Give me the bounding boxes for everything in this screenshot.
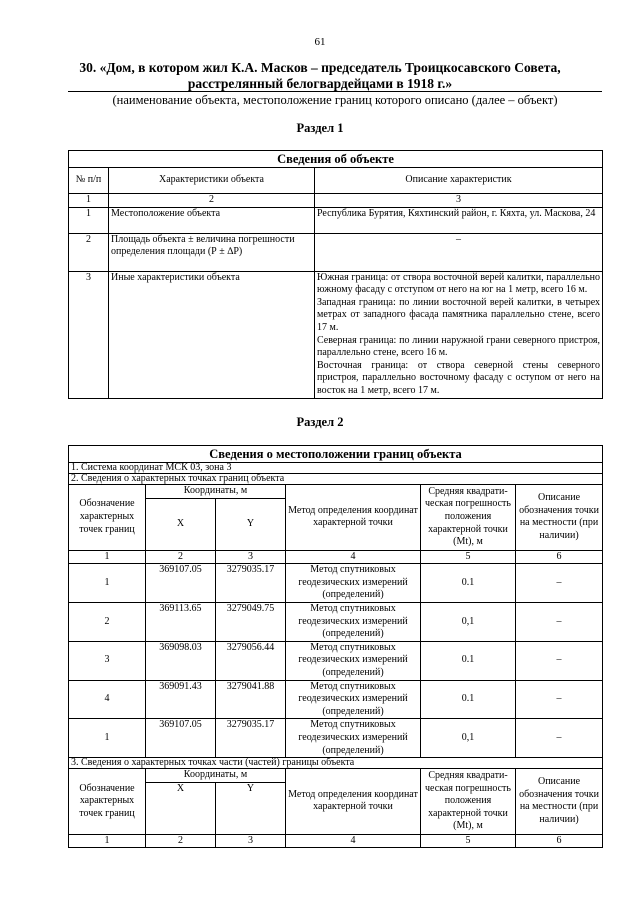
index-cell: 2 — [109, 194, 315, 208]
index-cell: 2 — [146, 550, 216, 564]
point-note: – — [516, 680, 603, 719]
point-x: 369107.05 — [146, 719, 216, 758]
document-title — [60, 60, 580, 92]
col-header-y: Y — [216, 498, 286, 550]
table-row — [69, 271, 603, 398]
point-method: Метод спутниковых геодезических измерений (определений) — [286, 641, 421, 680]
title-line-1: 30. «Дом, в котором жил К.А. Масков – председатель Троицкосавского Совета, — [79, 60, 561, 75]
col-header-designation: Обозначение характерных точек границ — [69, 769, 146, 835]
point-y: 3279035.17 — [216, 719, 286, 758]
point-method: Метод спутниковых геодезических измерений (определений) — [286, 719, 421, 758]
col-header-error: Средняя квадрати-ческая погрешность положения характерной точки (Mt), м — [421, 769, 516, 835]
title-underline — [68, 91, 602, 92]
point-error: 0.1 — [421, 680, 516, 719]
row-description — [315, 271, 603, 398]
index-cell: 6 — [516, 834, 603, 848]
index-cell: 6 — [516, 550, 603, 564]
section-2-heading: Раздел 2 — [296, 415, 344, 429]
index-cell: 3 — [216, 550, 286, 564]
row-characteristic: Местоположение объекта — [109, 207, 315, 233]
point-error: 0,1 — [421, 719, 516, 758]
index-cell: 1 — [69, 550, 146, 564]
table-row — [69, 207, 603, 233]
row-characteristic: Иные характеристики объекта — [109, 271, 315, 398]
coordinate-system: 1. Система координат МСК 03, зона 3 — [69, 463, 603, 474]
point-y: 3279056.44 — [216, 641, 286, 680]
row-number: 3 — [69, 271, 109, 398]
point-method: Метод спутниковых геодезических измерений (определений) — [286, 564, 421, 603]
col-header-number: № п/п — [69, 168, 109, 194]
col-header-coordinates: Координаты, м — [146, 485, 286, 499]
table-row — [69, 602, 603, 641]
row-number: 1 — [69, 207, 109, 233]
parts-section-title: 3. Сведения о характерных точках части (частей) границы объекта — [69, 758, 603, 769]
row-characteristic: Площадь объекта ± величина погрешности определения площади (Р ± ∆Р) — [109, 233, 315, 271]
point-id: 4 — [69, 680, 146, 719]
index-cell: 5 — [421, 550, 516, 564]
table-row — [69, 641, 603, 680]
east-boundary-text: Восточная граница: от створа северной стены северного пристроя, параллельно восточному фасаду с оступом от него на восток на 1 метр, всего 17 м. — [317, 359, 600, 396]
index-cell: 2 — [146, 834, 216, 848]
row-description: – — [315, 233, 603, 271]
col-header-x: X — [146, 782, 216, 834]
point-note: – — [516, 564, 603, 603]
point-id: 1 — [69, 719, 146, 758]
object-info-table — [68, 150, 603, 399]
col-header-error: Средняя квадрати-ческая погрешность положения характерной точки (Mt), м — [421, 485, 516, 551]
point-method: Метод спутниковых геодезических измерений (определений) — [286, 680, 421, 719]
point-note: – — [516, 602, 603, 641]
south-boundary-text: Южная граница: от створа восточной верей калитки, параллельно южному фасаду с отступом от него на юг на 1 метр, всего 16 м. — [317, 271, 600, 296]
index-cell: 3 — [315, 194, 603, 208]
row-number: 2 — [69, 233, 109, 271]
table-row — [69, 233, 603, 271]
col-header-note: Описание обозначения точки на местности (при наличии) — [516, 769, 603, 835]
title-line-2: расстрелянный белогвардейцами в 1918 г.» — [187, 76, 453, 91]
object-subtitle: (наименование объекта, местоположение границ которого описано (далее – объект) — [112, 93, 558, 107]
points-section-title: 2. Сведения о характерных точках границ объекта — [69, 474, 603, 485]
west-boundary-text: Западная граница: по линии восточной верей калитки, в четырех метрах от западного фасада памятника параллельно стене, всего 17 м. — [317, 296, 600, 333]
col-header-coordinates: Координаты, м — [146, 769, 286, 783]
point-error: 0,1 — [421, 602, 516, 641]
table-row — [69, 564, 603, 603]
col-header-designation: Обозначение характерных точек границ — [69, 485, 146, 551]
point-y: 3279035.17 — [216, 564, 286, 603]
object-info-table-title: Сведения об объекте — [69, 151, 603, 168]
point-y: 3279049.75 — [216, 602, 286, 641]
table-row — [69, 680, 603, 719]
boundary-location-table — [68, 445, 603, 848]
col-header-method: Метод определения координат характерной точки — [286, 769, 421, 835]
boundary-table-title: Сведения о местоположении границ объекта — [69, 446, 603, 463]
north-boundary-text: Северная граница: по линии наружной грани северного пристроя, параллельно стене, всего 16 м. — [317, 334, 600, 359]
row-description: Республика Бурятия, Кяхтинский район, г. Кяхта, ул. Маскова, 24 — [315, 207, 603, 233]
index-cell: 3 — [216, 834, 286, 848]
point-x: 369091.43 — [146, 680, 216, 719]
point-x: 369098.03 — [146, 641, 216, 680]
col-header-description: Описание характеристик — [315, 168, 603, 194]
point-note: – — [516, 641, 603, 680]
page-number: 61 — [314, 36, 326, 48]
col-header-x: X — [146, 498, 216, 550]
point-id: 3 — [69, 641, 146, 680]
index-cell: 4 — [286, 834, 421, 848]
index-cell: 4 — [286, 550, 421, 564]
index-cell: 5 — [421, 834, 516, 848]
section-1-heading: Раздел 1 — [296, 121, 344, 135]
point-error: 0.1 — [421, 641, 516, 680]
point-y: 3279041.88 — [216, 680, 286, 719]
col-header-note: Описание обозначения точки на местности (при наличии) — [516, 485, 603, 551]
index-cell: 1 — [69, 194, 109, 208]
table-row — [69, 719, 603, 758]
index-cell: 1 — [69, 834, 146, 848]
point-error: 0.1 — [421, 564, 516, 603]
col-header-method: Метод определения координат характерной точки — [286, 485, 421, 551]
point-method: Метод спутниковых геодезических измерений (определений) — [286, 602, 421, 641]
col-header-characteristics: Характеристики объекта — [109, 168, 315, 194]
point-id: 2 — [69, 602, 146, 641]
col-header-y: Y — [216, 782, 286, 834]
point-x: 369113.65 — [146, 602, 216, 641]
point-x: 369107.05 — [146, 564, 216, 603]
point-note: – — [516, 719, 603, 758]
point-id: 1 — [69, 564, 146, 603]
